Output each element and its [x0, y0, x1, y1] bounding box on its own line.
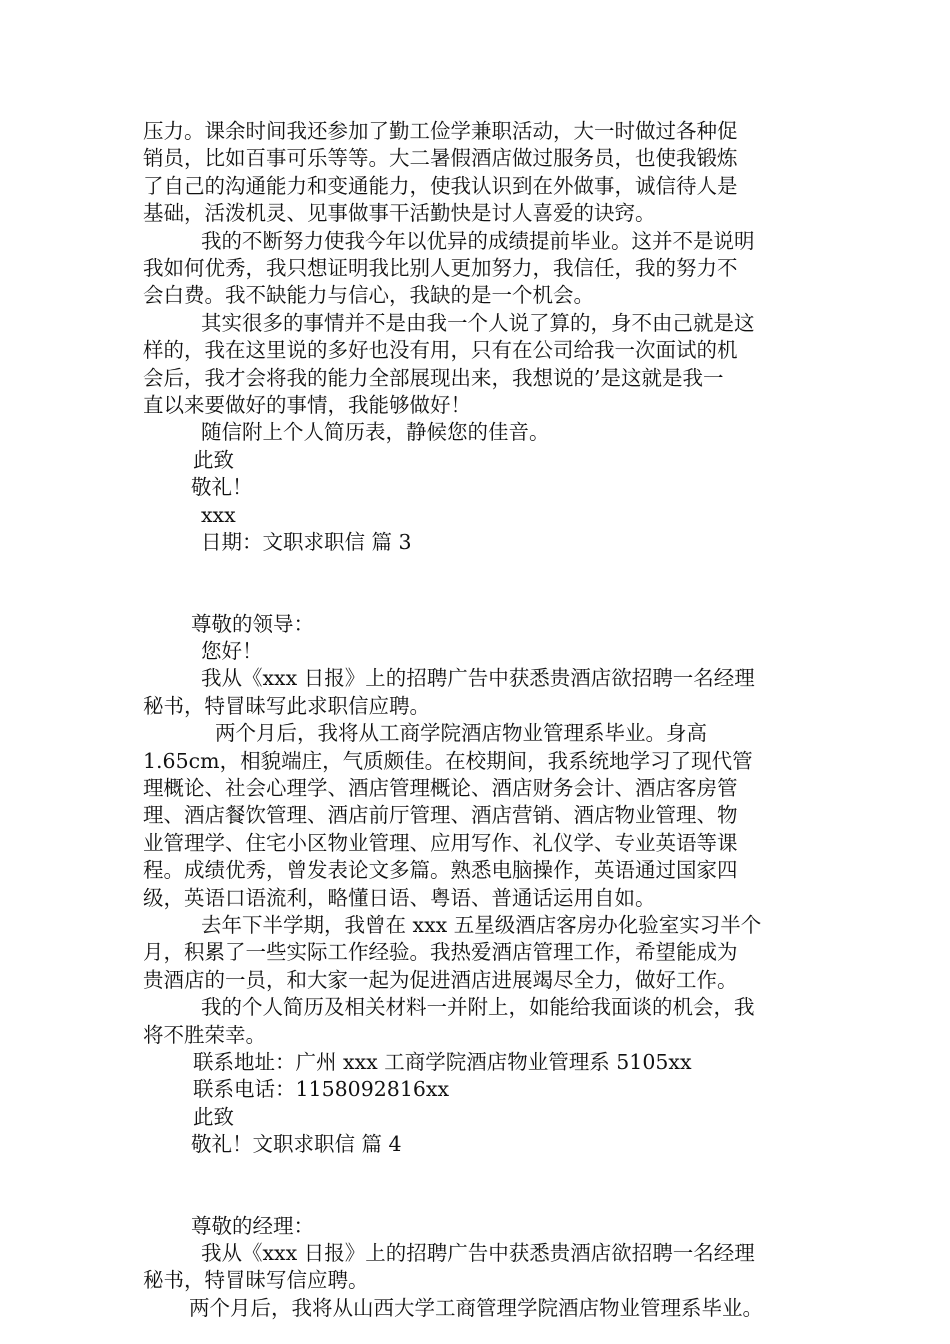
text-line: 理、酒店餐饮管理、酒店前厅管理、酒店营销、酒店物业管理、物: [143, 803, 738, 828]
text-line: 1.65cm，相貌端庄，气质颇佳。在校期间，我系统地学习了现代管: [143, 748, 753, 773]
text-line: 随信附上个人简历表，静候您的佳音。: [201, 420, 550, 445]
contact-phone: 联系电话：1158092816xx: [193, 1077, 450, 1102]
text-line: 两个月后，我将从工商学院酒店物业管理系毕业。身高: [215, 721, 707, 746]
closing-line: 此致: [193, 447, 234, 472]
text-line: 样的，我在这里说的多好也没有用，只有在公司给我一次面试的机: [143, 338, 738, 363]
salutation: 尊敬的经理：: [191, 1213, 314, 1238]
text-line: 我从《xxx 日报》上的招聘广告中获悉贵酒店欲招聘一名经理: [201, 1241, 755, 1266]
text-line: 会后，我才会将我的能力全部展现出来，我想说的’是这就是我一: [143, 365, 724, 390]
section-gap: [143, 1159, 823, 1213]
document-page: [143, 118, 823, 1322]
signature-line: xxx: [201, 502, 236, 527]
closing-line: 此致: [193, 1104, 234, 1129]
text-line: 程。成绩优秀，曾发表论文多篇。熟悉电脑操作，英语通过国家四: [143, 858, 738, 883]
text-line: 直以来要做好的事情，我能够做好！: [143, 393, 471, 418]
text-line: 了自己的沟通能力和变通能力，使我认识到在外做事，诚信待人是: [143, 173, 738, 198]
text-line: 贵酒店的一员，和大家一起为促进酒店进展竭尽全力，做好工作。: [143, 967, 738, 992]
text-line: 我的不断努力使我今年以优异的成绩提前毕业。这并不是说明: [201, 228, 755, 253]
text-line: 我如何优秀，我只想证明我比别人更加努力，我信任，我的努力不: [143, 256, 738, 281]
text-line: 秘书，特冒昧写信应聘。: [143, 1268, 369, 1293]
text-line: 其实很多的事情并不是由我一个人说了算的，身不由己就是这: [201, 310, 755, 335]
contact-address: 联系地址：广州 xxx 工商学院酒店物业管理系 5105xx: [193, 1050, 692, 1074]
text-line: 销员，比如百事可乐等等。大二暑假酒店做过服务员，也使我锻炼: [143, 146, 738, 171]
text-line: 两个月后，我将从山西大学工商管理学院酒店物业管理系毕业。: [189, 1295, 763, 1320]
section-gap: [143, 557, 823, 611]
text-line: 秘书，特冒昧写此求职信应聘。: [143, 693, 430, 718]
text-line: 基础，活泼机灵、见事做事干活勤快是讨人喜爱的诀窍。: [143, 201, 656, 226]
greeting: 您好！: [201, 638, 263, 663]
text-line: 会白费。我不缺能力与信心，我缺的是一个机会。: [143, 283, 594, 308]
text-line: 我从《xxx 日报》上的招聘广告中获悉贵酒店欲招聘一名经理: [201, 666, 755, 691]
text-line: 我的个人简历及相关材料一并附上，如能给我面谈的机会，我: [201, 995, 755, 1020]
date-line: 日期：文职求职信 篇 3: [201, 530, 412, 555]
closing-line: 敬礼！: [191, 475, 253, 500]
text-line: 理概论、社会心理学、酒店管理概论、酒店财务会计、酒店客房管: [143, 775, 738, 800]
text-line: 压力。课余时间我还参加了勤工俭学兼职活动，大一时做过各种促: [143, 119, 738, 143]
text-line: 将不胜荣幸。: [143, 1022, 266, 1047]
text-line: 业管理学、住宅小区物业管理、应用写作、礼仪学、专业英语等课: [143, 830, 738, 855]
text-line: 去年下半学期，我曾在 xxx 五星级酒店客房办化验室实习半个: [201, 912, 762, 937]
text-line: 月，积累了一些实际工作经验。我热爱酒店管理工作，希望能成为: [143, 940, 738, 965]
salutation: 尊敬的领导：: [191, 611, 314, 636]
closing-line: 敬礼！文职求职信 篇 4: [191, 1132, 402, 1157]
text-line: 级，英语口语流利，略懂日语、粤语、普通话运用自如。: [143, 885, 656, 910]
